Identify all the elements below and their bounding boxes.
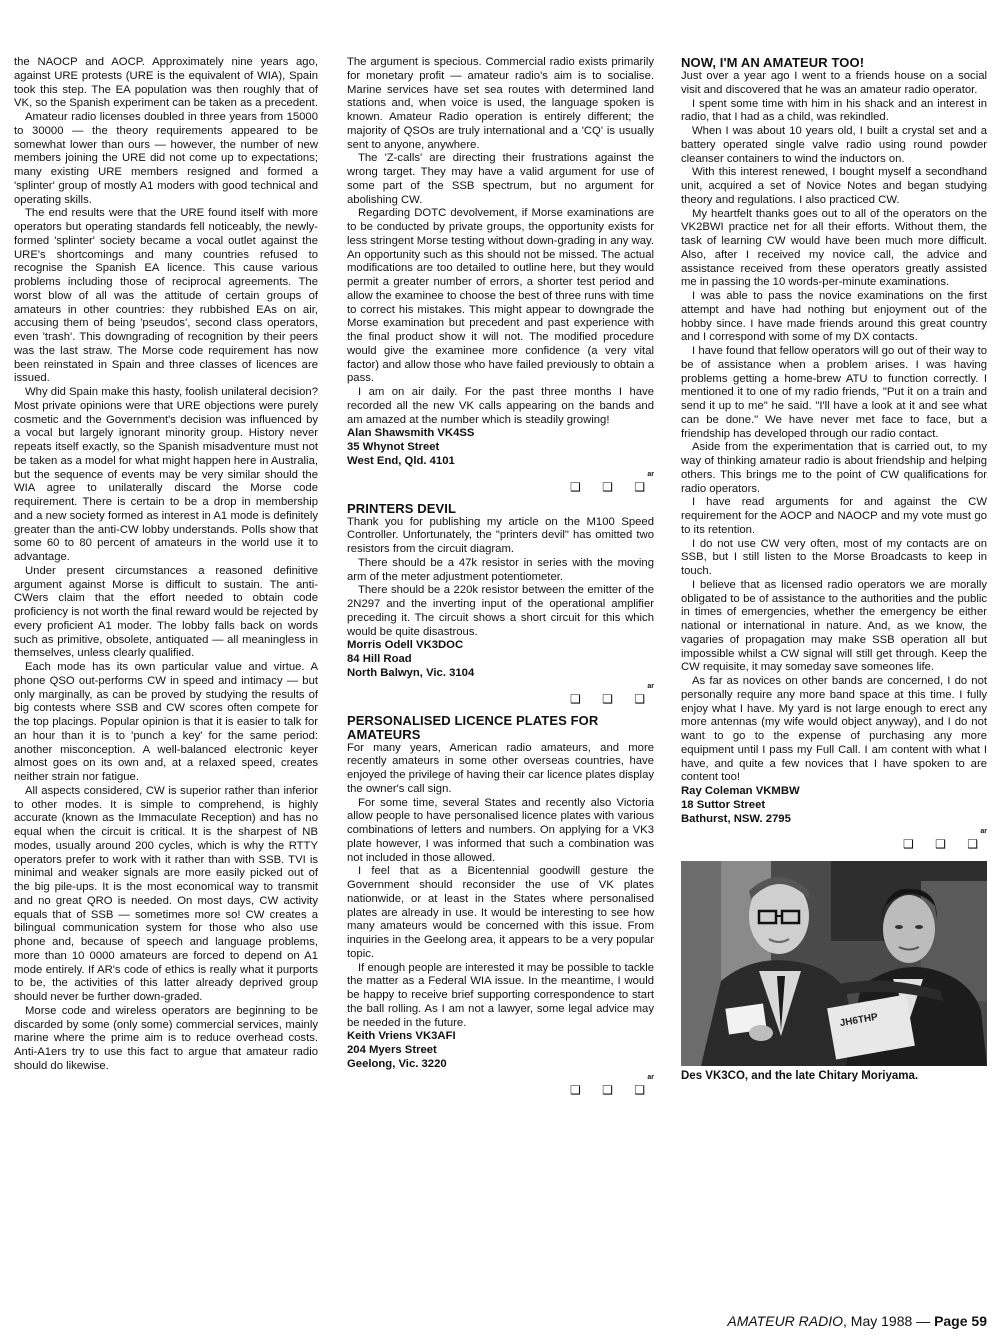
signature-city: West End, Qld. 4101: [347, 454, 455, 467]
paragraph: I do not use CW very often, most of my contacts are on SSB, but I still listen to the Morse Broadcasts to keep in touch.: [681, 537, 987, 577]
paragraph: For some time, several States and recently also Victoria allow people to have personalised licence plates with various combinations of letters and numbers. On applying for a VK3 plate however, I was informed that such a combination was not included in those allowed.: [347, 796, 654, 864]
signature-block: [347, 1030, 654, 1071]
page-number: Page 59: [934, 1313, 987, 1329]
ar-mark: ar: [647, 470, 654, 478]
signature-block: [347, 639, 654, 680]
paragraph: I feel that as a Bicentennial goodwill gesture the Government should reconsider the use of VK plates nationwide, or at least in the States where personalised plates are already in use. It would be interesting to see how many amateurs would be concerned with this issue. From inquiries in the Geelong area, it appears to be a very popular topic.: [347, 865, 654, 960]
signature-address: 18 Suttor Street: [681, 798, 766, 811]
paragraph: All aspects considered, CW is superior rather than inferior to other modes. It is simple to comprehend, is highly accurate (known as the Immaculate Reception) and has no equal when the circuit is critical. It is the sharpest of NB modes, usually around 200 cycles, which is why the RTTY operators prefer to work with it rather than with SSB. TVI is minimal and weaker signals are more easily picked out of the big pile-ups. It is the most economical way to transmit and no great QRO is needed. On most days, CW activity equals that of SSB — sometimes more so! CW creates a bilingual communication system for those who also use phone and, because of speech and language problems, more than 10 0000 amateurs are forced to depend on A1 mode entirely. If AR's code of ethics is really what it purports to be, the activities of this latter already deprived group should never be further down-graded.: [14, 784, 318, 1003]
issue-date: , May 1988 —: [843, 1313, 935, 1329]
paragraph: I have read arguments for and against the CW requirement for the AOCP and NAOCP and my vote must go to its retention.: [681, 496, 987, 536]
signature-name: Keith Vriens VK3AFI: [347, 1030, 456, 1043]
paragraph: Why did Spain make this hasty, foolish unilateral decision? Most private opinions were that URE objections were purely cosmetic and the Government's decision was influenced by a vocal but largely ignorant minority group. History never repeats itself exactly, so the Spanish misadventure must not be taken as a model for what might happen here in Australia, but the sequence of events may be very similar should the WIA agree to unilaterally discard the Morse code requirement. There is certain to be a drop in membership and a new society formed as interest in A1 mode is definitely greater than the anti-CW lobby understands. Polls show that some 60 to 80 percent of amateurs in the world use it to advantage.: [14, 386, 318, 563]
paragraph: I believe that as licensed radio operators we are morally obligated to be of assistance to the authorities and the public in times of emergencies, whether the emergency be either national or international in nature. And, as we know, the vagaries of propagation may make SSB operation all but impossible whilst a CW signal will still get through. Keep the CW requisite, it may someday save someones life.: [681, 578, 987, 674]
paragraph: I am on air daily. For the past three months I have recorded all the new VK calls appearing on the bands and am amazed at the number which is steadily growing!: [347, 386, 654, 426]
letter-licence-plates: [347, 714, 654, 1097]
signature-name: Morris Odell VK3DOC: [347, 639, 464, 652]
paragraph: When I was about 10 years old, I built a crystal set and a battery operated single valve radio using round powder cleanser containers to wind the inductors on.: [681, 125, 987, 165]
signature-address: 35 Whynot Street: [347, 441, 440, 453]
paragraph: Regarding DOTC devolvement, if Morse examinations are to be conducted by private groups, the opportunity exists for less stringent Morse testing without down-grading in any way. An opportunity such as this should not be missed. The actual modifications are too detailed to outline here, but they would permit a greater number of errors, a shorter test period and allow the examinee to choose the best of three runs with time to correct his mistakes. This might appear to downgrade the Morse examination but precedent and past experience with the final product show it will not. The modified procedure would give the examinee more confidence (a very vital factor) and allow those who have failed previously to obtain a pass.: [347, 207, 654, 385]
paragraph: the NAOCP and AOCP. Approximately nine years ago, against URE protests (URE is the equivalent of WIA), Spain took this step. The EA population was then roughly that of VK, so the Spanish experiment can be taken as a precedent.: [14, 56, 318, 110]
column-2: [347, 56, 654, 1105]
paragraph: For many years, American radio amateurs, and more recently amateurs in some other overseas countries, have enjoyed the privilege of having their car licence plates display the owner's call sign.: [347, 741, 654, 795]
paragraph: I was able to pass the novice examinations on the first attempt and have had nothing but enjoyment out of the hobby since. I have made friends around this great country and I correspond with some of my DX contacts.: [681, 290, 987, 344]
end-boxes: ❑ ❑ ❑: [570, 691, 654, 706]
paragraph: With this interest renewed, I bought myself a secondhand unit, acquired a set of Novice Notes and began studying theory and regulations. I also practiced CW.: [681, 166, 987, 206]
paragraph: If enough people are interested it may be possible to tackle the matter as a Federal WIA issue. In the meantime, I would be happy to receive brief supporting correspondence to start the ball rolling. As I am not a lawyer, some legal advice may be needed in the future.: [347, 961, 654, 1029]
paragraph: There should be a 220k resistor between the emitter of the 2N297 and the inverting input of the operational amplifier preceding it. The circuit shows a short circuit for this which would be quite disastrous.: [347, 584, 654, 638]
page-footer: [681, 1313, 987, 1329]
letter-title: NOW, I'M AN AMATEUR TOO!: [681, 55, 865, 70]
signature-address: 84 Hill Road: [347, 653, 412, 665]
end-boxes: ❑ ❑ ❑: [903, 837, 987, 852]
letter-title: PERSONALISED LICENCE PLATES FOR AMATEURS: [347, 712, 599, 742]
photo-illustration: [681, 861, 987, 1066]
paragraph: There should be a 47k resistor in series with the moving arm of the meter adjustment potentiometer.: [347, 556, 654, 583]
paragraph: Amateur radio licenses doubled in three years from 15000 to 30000 — the theory requirements appeared to be somewhat lower than ours — however, the number of new members joining the URE did not come up to expectations; many existing URE members resigned and formed a 'splinter' group of mostly A1 moders with good technical and operating skills.: [14, 111, 318, 206]
signature-block: [681, 785, 987, 826]
paragraph: Each mode has its own particular value and virtue. A phone QSO out-performs CW in speed and intimacy — but only marginally, as can be proved by studying the results of big contests where SSB and CW scores often compete for the top placings. Popular opinion is that it is easier to talk for an hour than it is to 'punch a key' for the same period: another misconception. A well-balanced electronic keyer almost goes on its own and, at a relaxed speed, creates neither strain nor fatigue.: [14, 661, 318, 783]
letter-shawsmith: [347, 56, 654, 494]
column-1: [14, 56, 318, 1074]
magazine-name: AMATEUR RADIO: [727, 1313, 844, 1329]
signature-city: Bathurst, NSW. 2795: [681, 812, 791, 825]
paragraph: The 'Z-calls' are directing their frustrations against the wrong target. They may have a valid argument for use of some part of the SSB spectrum, but no argument for abolishing CW.: [347, 152, 654, 206]
letter-title: PRINTERS DEVIL: [347, 500, 457, 516]
signature-block: [347, 427, 654, 468]
paragraph: Under present circumstances a reasoned definitive argument against Morse is difficult to sustain. The anti-CWers claim that the effort needed to obtain code proficiency is not worth the final reward would be rejected by every proficient A1 moder. The lobby falls back on words such as primitive, obsolete, antiquated — all meaningless in themselves, unless clearly qualified.: [14, 564, 318, 660]
photo: [681, 861, 987, 1066]
photo-sign-text: JH6THP: [839, 1012, 879, 1030]
paragraph: Aside from the experimentation that is carried out, to my way of thinking amateur radio is about friendship and helping others. This brings me to the point of CW qualifications for radio operators.: [681, 441, 987, 495]
paragraph: The argument is specious. Commercial radio exists primarily for monetary profit — amateur radio's aim is to socialise. Marine services have set sea routes with determined land stations and, when voice is used, the language spoken is known. Amateur Radio operation is entirely different; the majority of QSOs are truly international and a 'CQ' is usually sent to anyone, anywhere.: [347, 56, 654, 151]
paragraph: I have found that fellow operators will go out of their way to be of assistance when a problem arises. I was having problems getting a home-brew ATU to function correctly. I mentioned it to one of my radio friends, "Put it on a train and send it up to me" he said. "I'll have a look at it and see what can be done." We have never met face to face, but a friendship has developed through our radio contact.: [681, 345, 987, 440]
ar-mark: ar: [980, 828, 987, 836]
ar-mark: ar: [647, 682, 654, 690]
paragraph: I spent some time with him in his shack and an interest in radio, that I had as a child, was rekindled.: [681, 97, 987, 124]
ar-mark: ar: [647, 1073, 654, 1081]
signature-name: Alan Shawsmith VK4SS: [347, 427, 475, 440]
paragraph: As far as novices on other bands are concerned, I do not personally require any more band space at this time. I fully enjoy what I have. My yard is not large enough to erect any more antennas (my wife would object anyway), and I do not want to go to the expense of purchasing any more equipment until I pass my Full Call. I am content with what I have, and quite a few novices that I have spoken to are content too!: [681, 675, 987, 784]
paragraph: Thank you for publishing my article on the M100 Speed Controller. Unfortunately, the "printers devil" has omitted two resistors from the circuit diagram.: [347, 515, 654, 555]
column-3: [681, 56, 987, 1084]
paragraph: Just over a year ago I went to a friends house on a social visit and discovered that he was an amateur radio operator.: [681, 70, 987, 96]
signature-city: North Balwyn, Vic. 3104: [347, 666, 475, 679]
signature-city: Geelong, Vic. 3220: [347, 1057, 447, 1070]
paragraph: The end results were that the URE found itself with more operators but operating standards fell noticeably, the newly-formed 'splinter' society became a vocal outlet against the URE's shortcomings and many countries refused to recognise the Spanish EA licence. This cause various problems including those of reciprocal agreements. The worst blow of all was the attitude of certain groups of amateurs in other countries: they rubbished EAs on air, accusing them of being 'pseudos', second class operators, even 'trash'. This downgrading of recognition by their peers was the last straw. The Morse code requirement has now been reinstated in Spain and three classes of licences are issued.: [14, 207, 318, 385]
paragraph: Morse code and wireless operators are beginning to be discarded by some (only some) commercial services, mainly marine where the prime aim is to reduce overhead costs. Anti-A1ers try to use this fact to argue that amateur radio should do likewise.: [14, 1004, 318, 1072]
paragraph: My heartfelt thanks goes out to all of the operators on the VK2BWI practice net for all their efforts. Without them, the task of learning CW would have been much more difficult. Also, after I received my novice call, the advice and assistance received from these operators greatly assisted me in passing the 10 words-per-minute examinations.: [681, 207, 987, 289]
end-boxes: ❑ ❑ ❑: [570, 1082, 654, 1097]
letter-printers-devil: [347, 502, 654, 706]
signature-address: 204 Myers Street: [347, 1044, 437, 1056]
signature-name: Ray Coleman VKMBW: [681, 785, 800, 797]
end-boxes: ❑ ❑ ❑: [570, 479, 654, 494]
photo-caption: Des VK3CO, and the late Chitary Moriyama.: [681, 1070, 919, 1083]
